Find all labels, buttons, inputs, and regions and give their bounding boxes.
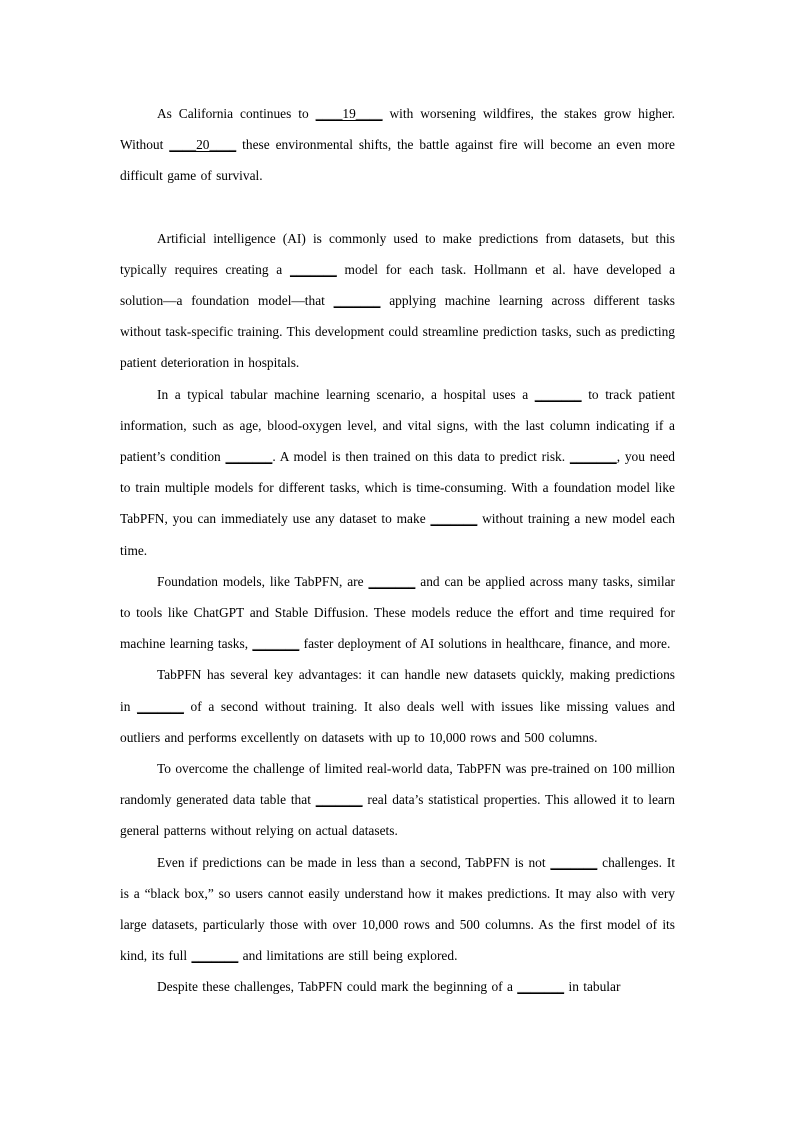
- passage-wildfire: [120, 98, 675, 192]
- answer-blank: _______: [252, 636, 300, 652]
- text-segment: without training a new model each time.: [120, 511, 675, 558]
- paragraph: [120, 379, 675, 566]
- document-page: [120, 98, 675, 1003]
- paragraph: [120, 98, 675, 192]
- answer-blank: _______: [550, 854, 598, 870]
- text-segment: applying machine learning across different tasks without task-specific training. This development could streamline prediction tasks, such as predicting patient deterioration in hospitals.: [120, 293, 675, 371]
- answer-blank: _______: [225, 449, 273, 465]
- text-segment: As California continues to: [157, 106, 316, 121]
- answer-blank: _______: [534, 386, 582, 402]
- passage-tabpfn: [120, 223, 675, 1003]
- text-segment: . A model is then trained on this data to predict risk.: [272, 449, 570, 465]
- text-segment: Even if predictions can be made in less than a second, TabPFN is not: [157, 854, 551, 870]
- paragraph: [120, 659, 675, 753]
- section-gap: [120, 192, 675, 223]
- text-segment: Foundation models, like TabPFN, are: [157, 573, 369, 589]
- text-segment: faster deployment of AI solutions in healthcare, finance, and more.: [299, 636, 671, 652]
- text-segment: , you need to train multiple models for different tasks, which is time-consuming. With a foundation model like TabPFN, you can immediately use any dataset to make: [120, 449, 675, 527]
- paragraph: [120, 223, 675, 379]
- blank-20: ____20____: [169, 137, 237, 153]
- paragraph: [120, 971, 675, 1002]
- text-segment: with worsening wildfires, the stakes grow higher. Without: [120, 106, 675, 153]
- answer-blank: _______: [569, 449, 617, 465]
- text-segment: of a second without training. It also deals well with issues like missing values and outliers and performs excellently on datasets with up to 10,000 rows and 500 columns.: [120, 698, 675, 745]
- text-segment: in tabular: [564, 979, 621, 995]
- text-segment: In a typical tabular machine learning scenario, a hospital uses a: [157, 386, 535, 402]
- paragraph: [120, 753, 675, 847]
- text-segment: to track patient information, such as age, blood-oxygen level, and vital signs, with the last column indicating if a patient’s condition: [120, 386, 675, 465]
- text-segment: and can be applied across many tasks, similar to tools like ChatGPT and Stable Diffusion. These models reduce the effort and time required for machine learning tasks,: [120, 573, 675, 652]
- text-segment: To overcome the challenge of limited real-world data, TabPFN was pre-trained on 100 million randomly generated data table that: [120, 761, 675, 808]
- text-segment: Artificial intelligence (AI) is commonly used to make predictions from datasets, but this typically requires creating a: [120, 230, 675, 277]
- text-segment: challenges. It is a “black box,” so users cannot easily understand how it makes predictions. It may also with very large datasets, particularly those with over 10,000 rows and 500 columns. As the first model of its kind, its full: [120, 854, 676, 964]
- paragraph: [120, 847, 675, 972]
- answer-blank: _______: [430, 511, 478, 527]
- answer-blank: _______: [137, 698, 184, 714]
- text-segment: real data’s statistical properties. This allowed it to learn general patterns without relying on actual datasets.: [120, 792, 675, 839]
- text-segment: Despite these challenges, TabPFN could mark the beginning of a: [157, 979, 518, 995]
- answer-blank: _______: [191, 948, 239, 964]
- text-segment: TabPFN has several key advantages: it can handle new datasets quickly, making predictions in: [120, 667, 675, 714]
- text-segment: these environmental shifts, the battle against fire will become an even more difficult game of survival.: [120, 137, 676, 184]
- text-segment: and limitations are still being explored.: [238, 948, 458, 964]
- answer-blank: _______: [517, 979, 565, 995]
- answer-blank: _______: [315, 792, 363, 808]
- blank-19: ____19____: [315, 106, 383, 121]
- answer-blank: _______: [289, 261, 337, 277]
- text-segment: model for each task. Hollmann et al. have developed a solution—a foundation model—that: [120, 261, 676, 309]
- answer-blank: _______: [333, 293, 381, 309]
- answer-blank: _______: [368, 573, 416, 589]
- paragraph: [120, 566, 675, 660]
